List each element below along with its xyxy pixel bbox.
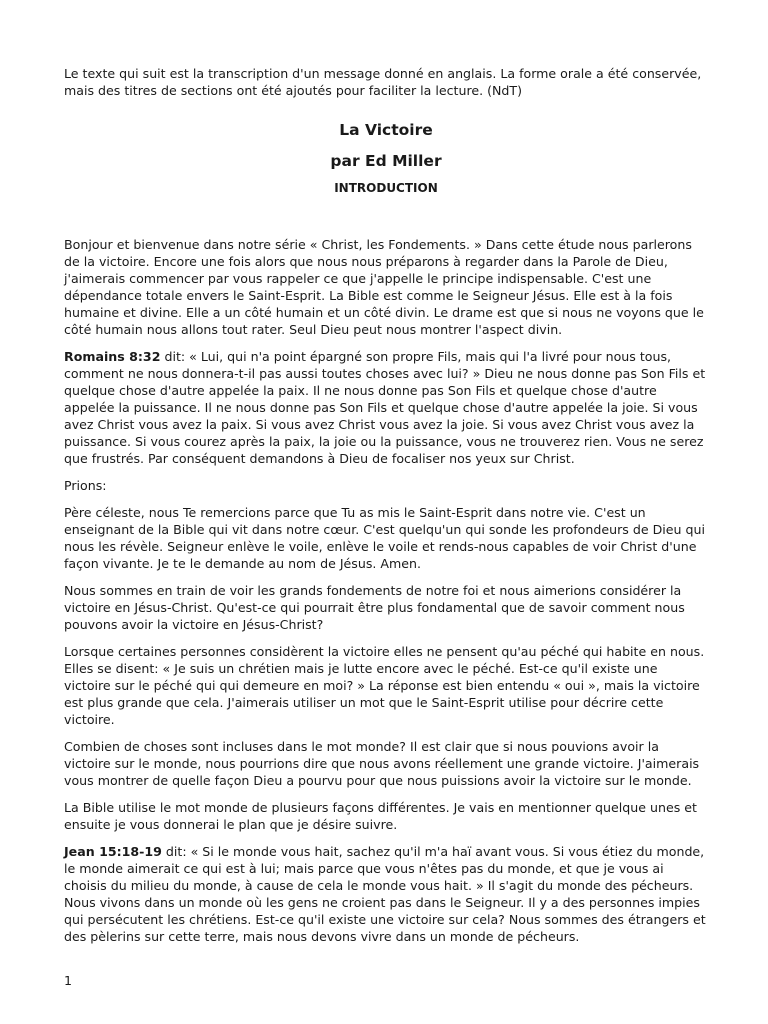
paragraph-prayer-intro [64,477,708,494]
paragraph-foundations [64,582,708,633]
scripture-reference: Romains 8:32 [64,349,161,364]
scripture-reference: Jean 15:18-19 [64,844,162,859]
paragraph-intro [64,236,708,338]
paragraph-text: La Bible utilise le mot monde de plusieurs façons différentes. Je vais en mentionner quelque unes et ensuite je vous donnerai le plan que je désire suivre. [64,800,697,832]
paragraph-romans [64,348,708,467]
paragraph-text: Lorsque certaines personnes considèrent la victoire elles ne pensent qu'au péché qui habite en nous. Elles se disent: « Je suis un chrétien mais je lutte encore avec le péché. Est-ce qu'il existe une victoire sur le péché qui qui demeure en moi? » La réponse est bien entendu « oui », mais la victoire est plus grande que cela. J'aimerais utiliser un mot que le Saint-Esprit utilise pour décrire cette victoire. [64,644,705,727]
paragraph-prayer [64,504,708,572]
paragraph-text: Prions: [64,478,107,493]
paragraph-text: dit: « Lui, qui n'a point épargné son propre Fils, mais qui l'a livré pour nous tous, comment ne nous donnera-t-il pas aussi toutes choses avec lui? » Dieu ne nous donne pas Son Fils et quelque chose d'autre appelée la paix. Il ne nous donne pas Son Fils et quelque chose d'autre appelée la puissance. Il ne nous donne pas Son Fils et quelque chose d'autre appelée la joie. Si vous avez Christ vous avez la paix. Si vous avez Christ vous avez la joie. Si vous avez Christ vous avez la puissance. Si vous courez après la paix, la joie ou la puissance, vous ne trouverez rien. Vous ne serez que frustrés. Par conséquent demandons à Dieu de focaliser nos yeux sur Christ. [64,349,706,466]
document-author: par Ed Miller [330,152,442,170]
document-title: La Victoire [339,121,433,139]
section-heading: INTRODUCTION [334,181,438,195]
paragraph-text: Combien de choses sont incluses dans le mot monde? Il est clair que si nous pouvions avoir la victoire sur le monde, nous pourrions dire que nous avons réellement une grande victoire. J'aimerais vous montrer de quelle façon Dieu a pourvu pour que nous puissions avoir la victoire sur le monde. [64,739,700,788]
paragraph-text: Père céleste, nous Te remercions parce que Tu as mis le Saint-Esprit dans notre vie. C'est un enseignant de la Bible qui vit dans notre cœur. C'est quelqu'un qui sonde les profondeurs de Dieu qui nous les révèle. Seigneur enlève le voile, enlève le voile et rends-nous capables de voir Christ d'une façon vivante. Je te le demande au nom de Jésus. Amen. [64,505,705,571]
page-number: 1 [64,973,73,988]
paragraph-text: Bonjour et bienvenue dans notre série « Christ, les Fondements. » Dans cette étude nous parlerons de la victoire. Encore une fois alors que nous nous préparons à regarder dans la Parole de Dieu, j'aimerais commencer par vous rappeler ce que j'appelle le principe indispensable. C'est une dépendance totale envers le Saint-Esprit. La Bible est comme le Seigneur Jésus. Elle est à la fois humaine et divine. Elle a un côté humain et un côté divin. Le drame est que si nous ne voyons que le côté humain nous allons tout rater. Seul Dieu peut nous montrer l'aspect divin. [64,237,704,337]
paragraph-sin [64,643,708,728]
paragraph-plan [64,799,708,833]
translator-note: Le texte qui suit est la transcription d'un message donné en anglais. La forme orale a été conservée, mais des titres de sections ont été ajoutés pour faciliter la lecture. (NdT) [64,66,702,98]
paragraph-text: Nous sommes en train de voir les grands fondements de notre foi et nous aimerions considérer la victoire en Jésus-Christ. Qu'est-ce qui pourrait être plus fondamental que de savoir comment nous pouvons avoir la victoire en Jésus-Christ? [64,583,685,632]
paragraph-text: dit: « Si le monde vous hait, sachez qu'il m'a haï avant vous. Si vous étiez du monde, le monde aimerait ce qui est à lui; mais parce que vous n'êtes pas du monde, et que je vous ai choisis du milieu du monde, à cause de cela le monde vous hait. » Il s'agit du monde des pécheurs. Nous vivons dans un monde où les gens ne croient pas dans le Seigneur. Il y a des personnes impies qui persécutent les chrétiens. Est-ce qu'il existe une victoire sur cela? Nous sommes des étrangers et des pèlerins sur cette terre, mais nous devons vivre dans un monde de pécheurs. [64,844,706,944]
paragraph-john [64,843,708,945]
paragraph-world [64,738,708,789]
